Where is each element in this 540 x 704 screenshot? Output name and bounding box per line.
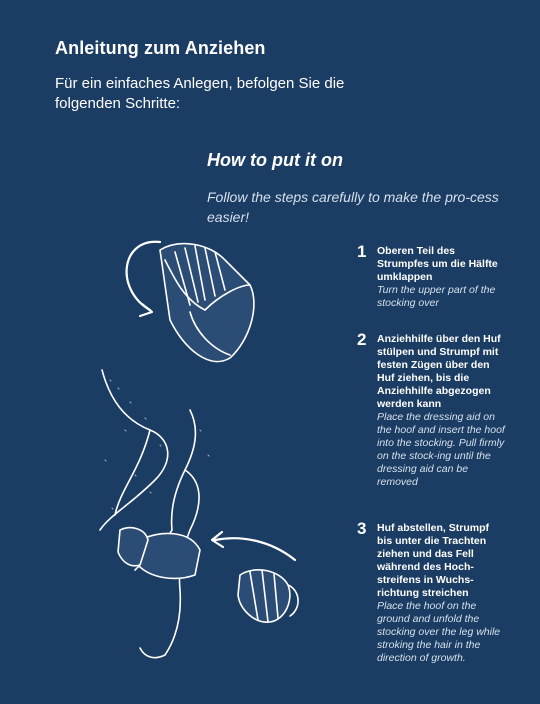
step-number: 3: [357, 519, 367, 538]
step-number: 1: [357, 242, 367, 261]
horse-leg-drawing: [100, 370, 200, 658]
hoof-stocking-illustration: [90, 230, 360, 670]
page-title-english: How to put it on: [207, 150, 343, 170]
intro-text-english: Follow the steps carefully to make the pro-cess easier!: [207, 189, 499, 225]
dressing-aid-drawing: [238, 570, 298, 622]
step-1: [357, 242, 507, 310]
step-text-english: Turn the upper part of the stocking over: [377, 284, 496, 309]
step-3: [357, 519, 507, 665]
folded-stocking-drawing: [160, 244, 254, 362]
curved-arrow-icon: [127, 242, 160, 310]
step-text-german: Oberen Teil des Strumpfes um die Hälfte umklappen: [377, 245, 498, 283]
step-text-english: Place the hoof on the ground and unfold the stocking over the leg while stroking the hair in the direction of growth.: [377, 600, 501, 664]
step-text-german: Anziehhilfe über den Huf stülpen und Strumpf mit festen Zügen über den Huf ziehen, bis die Anziehhilfe abgezogen werden kann: [377, 333, 501, 410]
page-title-german: Anleitung zum Anziehen: [55, 38, 266, 58]
step-2: [357, 330, 507, 489]
step-text-english: Place the dressing aid on the hoof and insert the hoof into the stocking. Pull firmly on the stock-ing until the dressing aid can be removed: [377, 411, 505, 488]
intro-text-german: Für ein einfaches Anlegen, befolgen Sie die folgenden Schritte:: [55, 75, 345, 112]
step-number: 2: [357, 330, 367, 349]
straight-arrow-icon: [215, 538, 295, 560]
step-text-german: Huf abstellen, Strumpf bis unter die Trachten ziehen und das Fell während des Hoch-streifens in Wuchs-richtung streichen: [377, 522, 490, 599]
